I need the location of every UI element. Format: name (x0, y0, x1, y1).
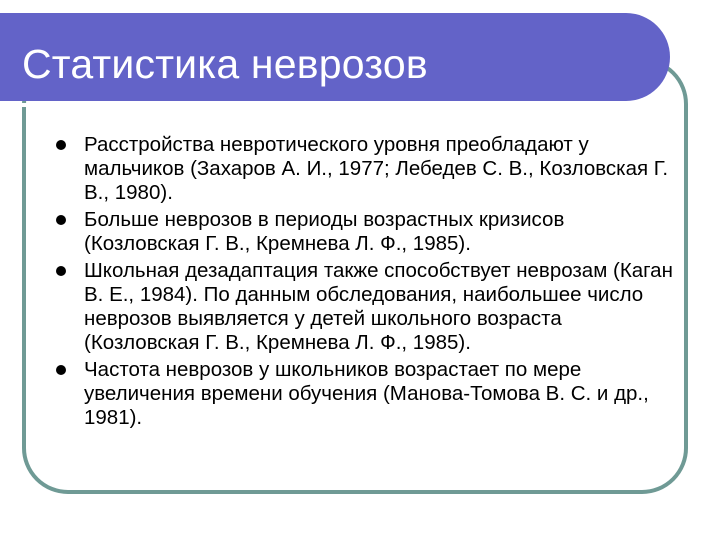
slide-title: Статистика неврозов (22, 41, 428, 87)
bullet-text: Больше неврозов в периоды возрастных кризисов (Козловская Г. В., Кремнева Л. Ф., 1985). (84, 208, 565, 255)
title-underline (0, 103, 636, 107)
bullet-dot-icon (56, 140, 66, 150)
bullet-item (56, 358, 674, 430)
bullet-item (56, 133, 674, 205)
bullet-list (56, 133, 674, 433)
bullet-text: Частота неврозов у школьников возрастает по мере увеличения времени обучения (Манова-Томова В. С. и др., 1981). (84, 358, 649, 429)
bullet-text: Расстройства невротического уровня преобладают у мальчиков (Захаров А. И., 1977; Лебедев С. В., Козловская Г. В., 1980). (84, 133, 669, 204)
bullet-dot-icon (56, 365, 66, 375)
bullet-dot-icon (56, 266, 66, 276)
bullet-dot-icon (56, 215, 66, 225)
bullet-text: Школьная дезадаптация также способствует неврозам (Каган В. Е., 1984). По данным обследования, наибольшее число неврозов выявляется у детей школьного возраста (Козловская Г. В., Кремнева Л. Ф., 1985). (84, 259, 673, 354)
bullet-item (56, 208, 674, 256)
bullet-item (56, 259, 674, 355)
title-bar (0, 13, 670, 101)
